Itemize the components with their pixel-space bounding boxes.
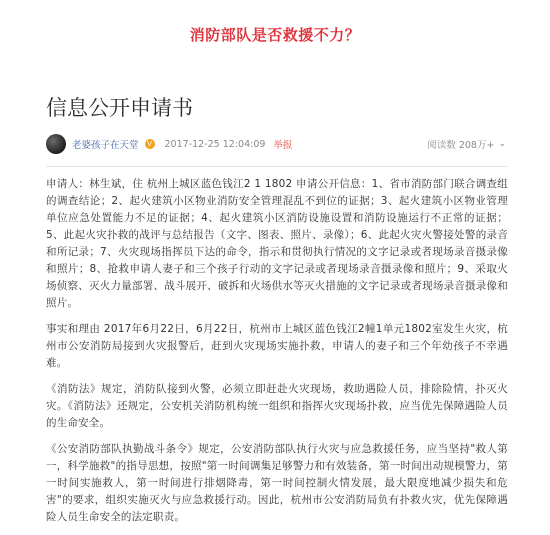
article-meta: [46, 133, 506, 155]
verified-badge-icon: V: [145, 139, 155, 149]
article-title: 信息公开申请书: [46, 96, 193, 120]
meta-divider: [46, 166, 508, 167]
paragraph-regulations: 《公安消防部队执勤战斗条令》规定，公安消防部队执行火灾与应急救援任务，应当坚持"救人第一，科学施救"的指导思想，按照"第一时间调集足够警力和有效装备，第一时间出动规模警力，第一时间实施救人，第一时间进行排烟降毒，第一时间控制火情发展，最大限度地减少损失和危害"的要求，组织实施灭火与应急救援行动。因此，杭州市公安消防局负有扑救火灾，优先保障遇险人员生命安全的法定职责。: [46, 443, 508, 523]
article-banner: [0, 8, 550, 60]
report-link[interactable]: 举报: [273, 140, 293, 151]
article-body: [46, 176, 508, 535]
author-name-link[interactable]: 老婆孩子在天堂: [72, 140, 139, 151]
paragraph-request: 申请人：林生斌，住 杭州上城区蓝色钱江2 1 1802 申请公开信息：1、省市消防部门联合调查组的调查结论；2、起火建筑小区物业消防安全管理混乱不到位的证据；3、起火建筑小区物业管理单位应急处置能力不足的证据；4、起火建筑小区消防设施设置和消防设施运行不正常的证据；5、此起火灾扑救的战评与总结报告（文字、图表、照片、录像）；6、此起火灾火警接处警的录音和所记录；7、火灾现场指挥员下达的命令，指示和贯彻执行情况的文字记录或者现场录音摄录像和照片；8、抢救申请人妻子和三个孩子行动的文字记录或者现场录音摄录像和照片；9、采取火场侦察、灭火力量部署、战斗展开、破拆和火场供水等灭火措施的文字记录或者现场录音摄录像和照片。: [46, 178, 508, 309]
banner-headline: 消防部队是否救援不力？: [189, 25, 361, 44]
author-avatar[interactable]: [46, 134, 66, 154]
chevron-down-icon[interactable]: ⌄: [498, 139, 506, 149]
paragraph-facts: 事实和理由 2017年6月22日，6月22日，杭州市上城区蓝色钱江2幢1单元1802室发生火灾，杭州市公安消防局接到火灾报警后，赶到火灾现场实施扑救，申请人的妻子和三个年幼孩子不幸遇难。: [46, 323, 508, 369]
publish-date: 2017-12-25 12:04:09: [164, 138, 266, 150]
read-count-text: 阅读数 208万+: [427, 140, 495, 151]
read-count[interactable]: [427, 137, 506, 151]
paragraph-fire-law: 《消防法》规定，消防队接到火警，必须立即赶赴火灾现场，救助遇险人员，排除险情，扑灭火灾。《消防法》还规定，公安机关消防机构统一组织和指挥火灾现场扑救，应当优先保障遇险人员的生命安全。: [46, 383, 508, 429]
